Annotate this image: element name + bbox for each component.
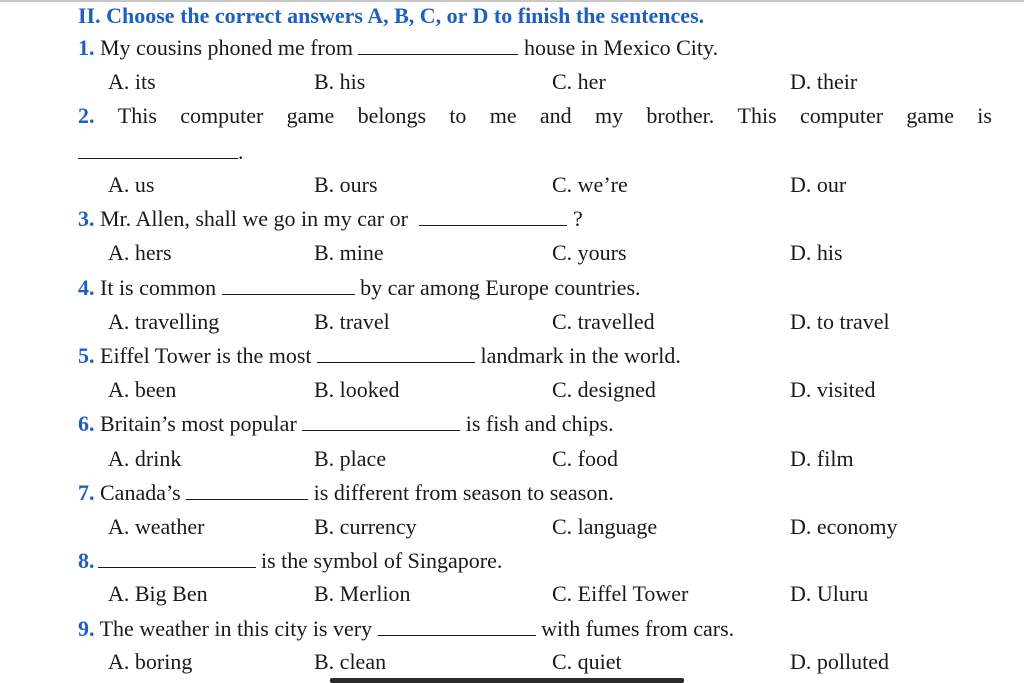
option-c: C. we’re xyxy=(552,172,628,197)
q2-word: game xyxy=(286,103,335,128)
option-a: A. travelling xyxy=(108,309,220,334)
question-2-continuation xyxy=(78,139,244,165)
question-text-after: . xyxy=(238,139,244,164)
option-d: D. film xyxy=(790,446,854,471)
option-a: A. hers xyxy=(108,240,172,265)
answer-blank xyxy=(419,207,567,226)
top-border-line xyxy=(0,0,1024,2)
q2-word: brother. xyxy=(646,103,715,128)
answer-blank xyxy=(317,344,475,363)
option-b: B. his xyxy=(314,69,366,94)
question-3 xyxy=(78,206,583,232)
option-c: C. yours xyxy=(552,240,627,265)
option-b: B. clean xyxy=(314,649,387,674)
question-number: 4. xyxy=(78,275,95,300)
question-number: 9. xyxy=(78,616,95,641)
exercise-title: II. Choose the correct answers A, B, C, or D to finish the sentences. xyxy=(78,3,705,28)
option-a: A. Big Ben xyxy=(108,581,208,606)
question-text-before: Eiffel Tower is the most xyxy=(100,343,312,368)
option-d: D. to travel xyxy=(790,309,890,334)
option-a: A. been xyxy=(108,377,177,402)
q2-word: This xyxy=(117,103,157,128)
option-c: C. her xyxy=(552,69,606,94)
question-text-after: is the symbol of Singapore. xyxy=(261,548,503,573)
question-6 xyxy=(78,411,614,437)
question-text-after: with fumes from cars. xyxy=(541,616,735,641)
question-text-after: house in Mexico City. xyxy=(523,35,719,60)
question-number: 3. xyxy=(78,206,95,231)
answer-blank xyxy=(378,617,536,636)
option-d: D. our xyxy=(790,172,847,197)
question-number: 5. xyxy=(78,343,95,368)
option-b: B. place xyxy=(314,446,387,471)
q2-word: belongs xyxy=(357,103,427,128)
option-d: D. visited xyxy=(790,377,876,402)
question-text-after: is different from season to season. xyxy=(313,480,614,505)
option-a: A. drink xyxy=(108,446,182,471)
option-c: C. Eiffel Tower xyxy=(552,581,689,606)
question-7 xyxy=(78,480,614,506)
option-c: C. quiet xyxy=(552,649,622,674)
question-2 xyxy=(78,103,992,129)
question-number: 6. xyxy=(78,411,95,436)
answer-blank xyxy=(78,140,238,159)
question-text-after: by car among Europe countries. xyxy=(360,275,641,300)
option-c: C. designed xyxy=(552,377,656,402)
question-number: 7. xyxy=(78,480,95,505)
option-b: B. mine xyxy=(314,240,384,265)
answer-blank xyxy=(302,412,460,431)
option-b: B. looked xyxy=(314,377,400,402)
q2-word: to xyxy=(449,103,467,128)
answer-blank xyxy=(222,276,355,295)
option-b: B. ours xyxy=(314,172,378,197)
q2-word: This xyxy=(737,103,777,128)
option-a: A. boring xyxy=(108,649,193,674)
option-b: B. currency xyxy=(314,514,417,539)
question-1 xyxy=(78,35,718,61)
home-indicator-bar xyxy=(330,678,684,683)
question-8 xyxy=(78,548,502,574)
answer-blank xyxy=(98,549,256,568)
option-a: A. its xyxy=(108,69,156,94)
q2-word: my xyxy=(594,103,624,128)
q2-word: is xyxy=(977,103,992,128)
option-d: D. their xyxy=(790,69,858,94)
question-text-after: landmark in the world. xyxy=(480,343,681,368)
option-c: C. travelled xyxy=(552,309,655,334)
option-c: C. food xyxy=(552,446,618,471)
question-text-before: It is common xyxy=(100,275,217,300)
question-number: 8. xyxy=(78,548,95,573)
question-text-after: ? xyxy=(572,206,583,231)
question-text-before: Mr. Allen, shall we go in my car or xyxy=(100,206,408,231)
answer-blank xyxy=(186,481,308,500)
question-number: 1. xyxy=(78,35,95,60)
option-d: D. polluted xyxy=(790,649,889,674)
option-d: D. his xyxy=(790,240,843,265)
question-9 xyxy=(78,616,734,642)
option-a: A. weather xyxy=(108,514,205,539)
option-c: C. language xyxy=(552,514,658,539)
option-b: B. Merlion xyxy=(314,581,411,606)
question-5 xyxy=(78,343,681,369)
option-d: D. Uluru xyxy=(790,581,869,606)
option-d: D. economy xyxy=(790,514,898,539)
q2-word: game xyxy=(906,103,954,128)
option-a: A. us xyxy=(108,172,155,197)
question-text-before: Britain’s most popular xyxy=(100,411,297,436)
question-text-after: is fish and chips. xyxy=(465,411,614,436)
answer-blank xyxy=(358,36,518,55)
q2-word: and xyxy=(539,103,572,128)
option-b: B. travel xyxy=(314,309,390,334)
q2-word: computer xyxy=(180,103,264,128)
q2-word: me xyxy=(489,103,517,128)
question-text-before: Canada’s xyxy=(100,480,181,505)
q2-word: computer xyxy=(799,103,884,128)
question-number: 2. xyxy=(78,103,95,128)
question-text-before: The weather in this city is very xyxy=(99,616,373,641)
question-4 xyxy=(78,275,641,301)
question-text-before: My cousins phoned me from xyxy=(100,35,353,60)
